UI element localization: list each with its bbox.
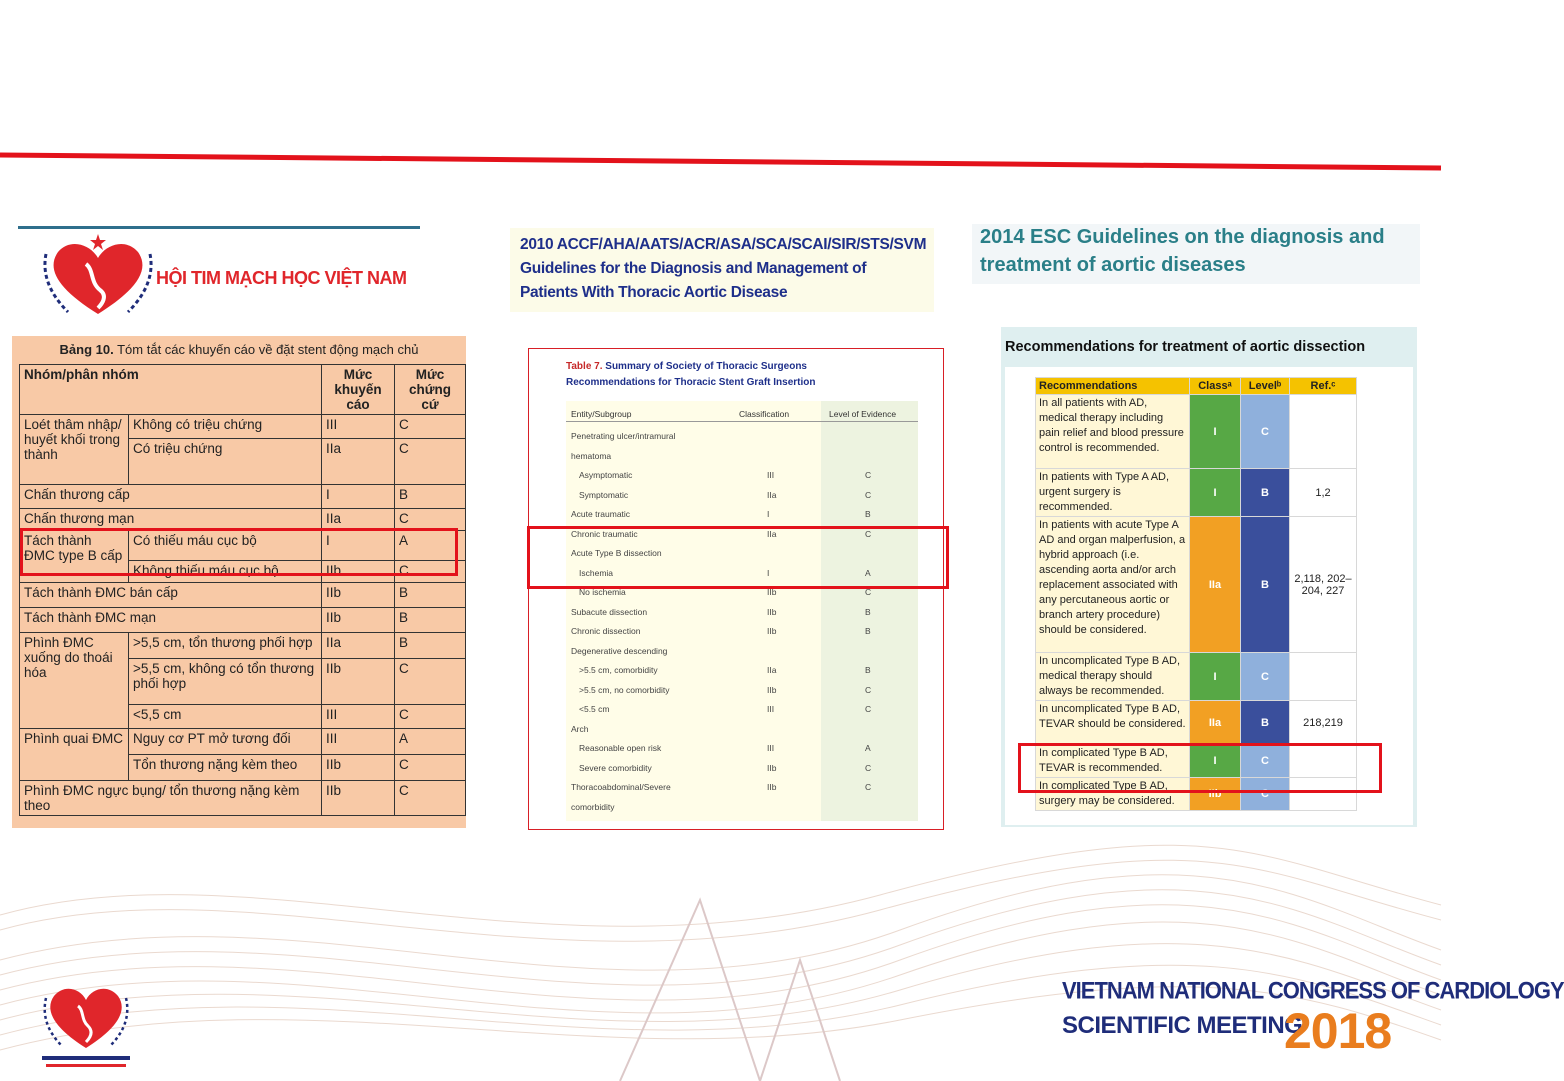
table-cell-ev: B [395, 608, 466, 633]
table-cell-sub: >5,5 cm, tổn thương phối hợp [129, 633, 322, 659]
level-cell: C [865, 489, 872, 500]
table-cell-group: Tách thành ĐMC mạn [20, 608, 322, 633]
table-cell-rec: IIb [322, 583, 395, 608]
col-header-class: Classᵃ [1190, 378, 1241, 395]
table-cell-sub: >5,5 cm, không có tổn thương phối hợp [129, 659, 322, 705]
esc-table-heading: Recommendations for treatment of aortic dissection [1005, 339, 1366, 355]
table-cell-rec: III [322, 415, 395, 439]
vn-table-caption [12, 342, 466, 357]
entity-cell: Reasonable open risk [579, 743, 662, 753]
recommendation-text: In all patients with AD, medical therapy including pain relief and blood pressure control is recommended. [1036, 395, 1190, 469]
entity-cell: Subacute dissection [571, 606, 648, 617]
class-cell: IIb [767, 587, 777, 597]
recommendation-text: In complicated Type B AD, TEVAR is recommended. [1036, 745, 1190, 778]
class-cell: I [1190, 469, 1241, 517]
heart-logo-icon [38, 234, 158, 320]
table-cell-ev: C [395, 439, 466, 485]
table-cell-rec: IIb [322, 781, 395, 816]
recommendation-text: In uncomplicated Type B AD, TEVAR should be considered. [1036, 701, 1190, 745]
table-cell-ev: B [395, 633, 466, 659]
table-cell-group: Tách thành ĐMC type B cấp [20, 531, 129, 583]
table-cell-rec: IIb [322, 561, 395, 583]
table-cell-ev: A [395, 531, 466, 561]
class-cell: III [767, 704, 775, 714]
class-cell: IIa [1190, 701, 1241, 745]
entity-cell: Arch [571, 723, 589, 734]
sts-table-label: Table 7. [566, 361, 603, 372]
table-cell-ev: C [395, 659, 466, 705]
level-cell: B [1241, 517, 1290, 653]
table-cell-ev: C [395, 755, 466, 781]
entity-cell: Severe comorbidity [579, 762, 652, 773]
level-cell: B [865, 665, 871, 675]
header-red-rule [0, 0, 1441, 200]
col-header-class: Classification [739, 409, 790, 419]
vn-recommendation-table [19, 364, 466, 816]
entity-cell: Penetrating ulcer/intramural [571, 431, 676, 441]
recommendation-text: In patients with acute Type A AD and organ malperfusion, a hybrid approach (i.e. ascending aorta and/or arch replacement associated with any percutaneous aortic or branch artery procedure) should be considered. [1036, 517, 1190, 653]
table-cell-rec: III [322, 729, 395, 755]
ref-cell [1290, 653, 1357, 701]
table-cell-rec: IIa [322, 439, 395, 485]
level-cell: B [1241, 701, 1290, 745]
esc-guideline-title [972, 224, 1420, 284]
caption-label: Bảng 10. [59, 342, 114, 357]
table-cell-group: Loét thâm nhập/ huyết khối trong thành [20, 415, 129, 485]
level-cell: A [865, 567, 871, 578]
level-cell: B [865, 626, 871, 636]
class-cell: III [767, 470, 775, 480]
entity-cell: >5.5 cm, no comorbidity [579, 684, 670, 695]
sts-table-subtitle: Recommendations for Thoracic Stent Graft Insertion [566, 377, 816, 388]
sts-recommendation-table [528, 348, 944, 830]
entity-cell: Chronic dissection [571, 626, 641, 636]
table-cell-rec: I [322, 485, 395, 509]
class-cell: IIb [767, 626, 777, 636]
class-cell: IIb [767, 684, 777, 695]
accf-guideline-title [510, 228, 934, 312]
table-cell-rec: III [322, 705, 395, 729]
entity-cell: Ischemia [579, 567, 614, 578]
class-cell: IIb [1190, 778, 1241, 811]
entity-cell: No ischemia [579, 587, 626, 597]
congress-subtitle: SCIENTIFIC MEETING [1062, 1012, 1303, 1039]
level-cell: C [1241, 395, 1290, 469]
esc-title-line1: 2014 ESC Guidelines on the diagnosis and [980, 226, 1385, 248]
class-cell: IIa [767, 489, 777, 500]
level-cell: C [865, 587, 872, 597]
table-cell-sub: Tổn thương nặng kèm theo [129, 755, 322, 781]
level-cell: C [865, 528, 872, 539]
table-cell-ev: B [395, 485, 466, 509]
entity-cell: Acute traumatic [571, 509, 631, 519]
col-header-level: Levelᵇ [1241, 378, 1290, 395]
table-cell-group: Phình ĐMC ngực bụng/ tổn thương nặng kèm theo [20, 781, 322, 816]
ref-cell [1290, 395, 1357, 469]
col-header-evidence: Mức chứng cứ [395, 365, 466, 415]
table-cell-sub: Không có triệu chứng [129, 415, 322, 439]
table-cell-rec: IIa [322, 509, 395, 531]
accf-title-line2: Guidelines for the Diagnosis and Management of [520, 260, 867, 277]
table-cell-group: Chấn thương mạn [20, 509, 322, 531]
accf-title-line1: 2010 ACCF/AHA/AATS/ACR/ASA/SCA/SCAI/SIR/STS/SVM [520, 236, 927, 253]
entity-cell: Degenerative descending [571, 645, 668, 656]
table-cell-ev: C [395, 415, 466, 439]
ref-cell: 1,2 [1290, 469, 1357, 517]
congress-year: 2018 [1284, 1003, 1392, 1059]
class-cell: I [1190, 395, 1241, 469]
vn-recommendation-table-panel [12, 336, 466, 828]
level-cell: C [1241, 745, 1290, 778]
class-cell: IIb [767, 782, 777, 792]
entity-cell: hematoma [571, 450, 612, 461]
entity-cell: <5.5 cm [579, 704, 610, 714]
level-cell: B [865, 606, 871, 617]
table-cell-group: Phình ĐMC xuống do thoái hóa [20, 633, 129, 729]
col-header-recommendations: Recommendations [1036, 378, 1190, 395]
header-divider [566, 421, 918, 422]
table-cell-sub: Có thiếu máu cục bộ [129, 531, 322, 561]
entity-cell: Chronic traumatic [571, 528, 638, 539]
level-cell: B [1241, 469, 1290, 517]
recommendation-text: In patients with Type A AD, urgent surgery is recommended. [1036, 469, 1190, 517]
class-cell: I [767, 567, 770, 578]
table-cell-rec: IIb [322, 608, 395, 633]
table-cell-sub: Có triệu chứng [129, 439, 322, 485]
level-cell: A [865, 743, 871, 753]
footer-heart-logo-icon [38, 980, 134, 1076]
col-header-ref: Ref.ᶜ [1290, 378, 1357, 395]
table-cell-ev: B [395, 583, 466, 608]
table-cell-sub: Nguy cơ PT mở tương đối [129, 729, 322, 755]
entity-cell: Acute Type B dissection [571, 548, 662, 558]
col-header-group: Nhóm/phân nhóm [20, 365, 322, 415]
class-cell: I [767, 509, 770, 519]
table-cell-ev: A [395, 729, 466, 755]
entity-cell: comorbidity [571, 801, 615, 812]
level-cell: B [865, 509, 871, 519]
congress-name: VIETNAM NATIONAL CONGRESS OF CARDIOLOGY [1062, 976, 1564, 1005]
table-cell-rec: IIb [322, 755, 395, 781]
class-cell: IIa [767, 665, 777, 675]
class-cell: IIa [767, 528, 777, 539]
entity-cell: Asymptomatic [579, 470, 633, 480]
ref-cell: 2,118, 202–204, 227 [1290, 517, 1357, 653]
table-cell-group: Phình quai ĐMC [20, 729, 129, 781]
background-swirl-decoration [0, 840, 1441, 1081]
recommendation-text: In complicated Type B AD, surgery may be considered. [1036, 778, 1190, 811]
entity-cell: Symptomatic [579, 489, 629, 500]
table-cell-ev: C [395, 705, 466, 729]
header-bar [18, 226, 420, 229]
recommendation-text: In uncomplicated Type B AD, medical therapy should always be recommended. [1036, 653, 1190, 701]
col-header-entity: Entity/Subgroup [571, 409, 632, 419]
table-cell-rec: I [322, 531, 395, 561]
class-cell: I [1190, 745, 1241, 778]
org-name: HỘI TIM MẠCH HỌC VIỆT NAM [156, 268, 407, 288]
level-cell: C [865, 762, 872, 773]
highlight-box-vn [20, 528, 458, 576]
accf-title-line3: Patients With Thoracic Aortic Disease [520, 284, 788, 301]
class-cell: III [767, 743, 775, 753]
class-cell: IIa [1190, 517, 1241, 653]
level-cell: C [865, 470, 872, 480]
class-cell: IIb [767, 762, 777, 773]
table-cell-ev: C [395, 781, 466, 816]
vn-society-header [18, 226, 420, 322]
entity-cell: Thoracoabdominal/Severe [571, 782, 671, 792]
table-cell-group: Tách thành ĐMC bán cấp [20, 583, 322, 608]
highlight-box-esc [1018, 743, 1382, 793]
caption-text: Tóm tắt các khuyến cáo về đặt stent động mạch chủ [113, 342, 419, 357]
table-cell-ev: C [395, 509, 466, 531]
col-header-level: Level of Evidence [829, 409, 897, 419]
table-cell-group: Chấn thương cấp [20, 485, 322, 509]
class-cell: I [1190, 653, 1241, 701]
table-cell-sub: <5,5 cm [129, 705, 322, 729]
sts-table-title-text: Summary of Society of Thoracic Surgeons [602, 361, 807, 372]
level-cell: C [865, 704, 872, 714]
table-cell-sub: Không thiếu máu cục bộ [129, 561, 322, 583]
level-cell: C [1241, 778, 1290, 811]
col-header-rec-level: Mức khuyến cáo [322, 365, 395, 415]
level-cell: C [1241, 653, 1290, 701]
entity-cell: >5.5 cm, comorbidity [579, 665, 658, 675]
table-cell-rec: IIa [322, 633, 395, 659]
level-cell: C [865, 684, 872, 695]
esc-title-line2: treatment of aortic diseases [980, 254, 1246, 276]
table-cell-rec: IIb [322, 659, 395, 705]
class-cell: IIb [767, 606, 777, 617]
ref-cell: 218,219 [1290, 701, 1357, 745]
level-cell: C [865, 782, 872, 792]
highlight-box-accf [527, 526, 949, 589]
sts-table-title [566, 361, 807, 372]
table-cell-ev: C [395, 561, 466, 583]
